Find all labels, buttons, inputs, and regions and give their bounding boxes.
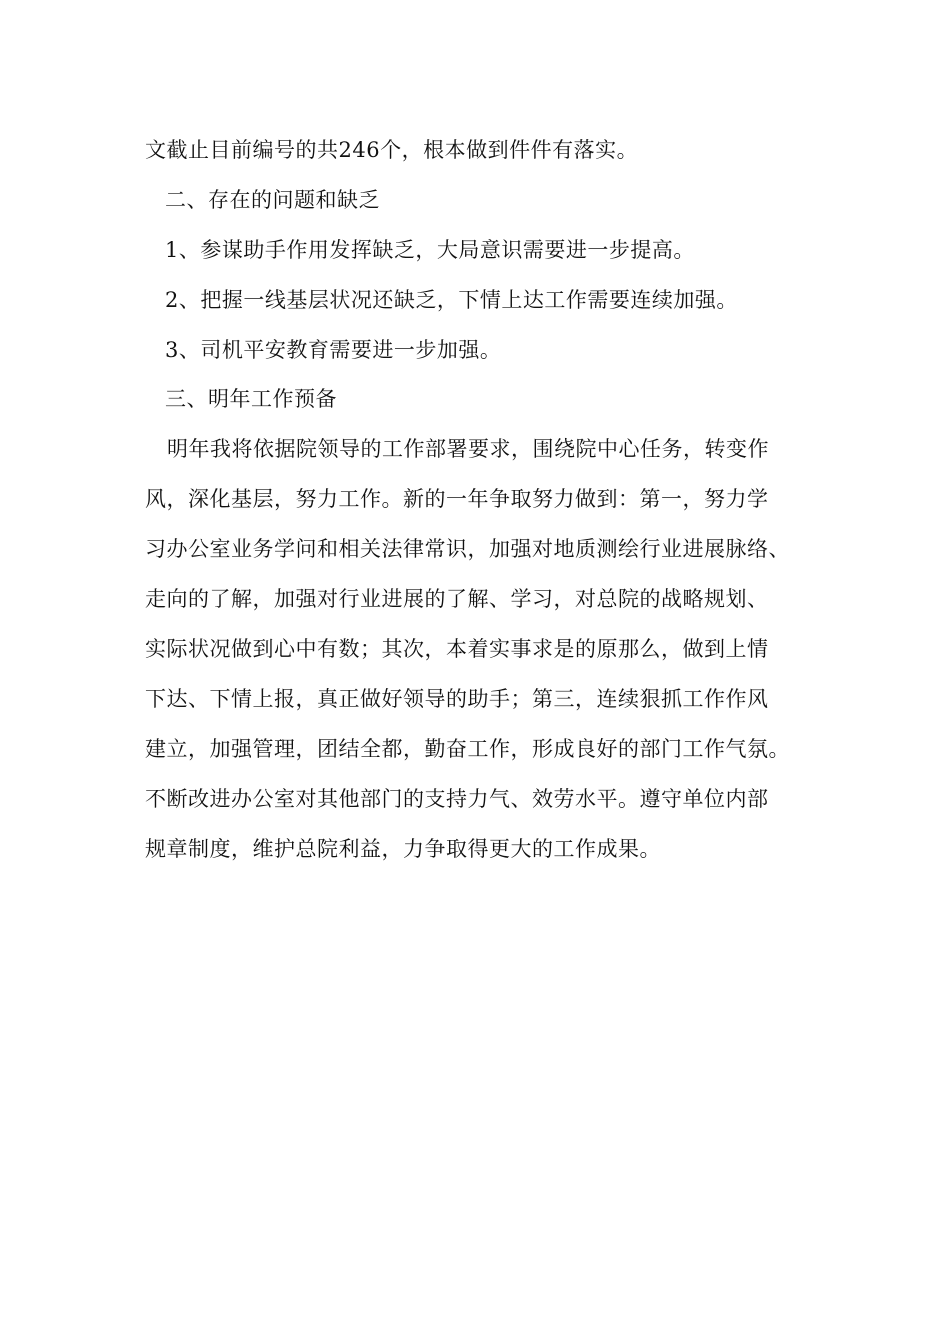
paragraph-line: 走向的了解，加强对行业进展的了解、学习，对总院的战略规划、 — [145, 587, 769, 611]
paragraph-line: 明年我将依据院领导的工作部署要求，围绕院中心任务，转变作 — [167, 437, 769, 461]
section-heading: 三、明年工作预备 — [165, 387, 337, 411]
paragraph-line: 文截止目前编号的共246个，根本做到件件有落实。 — [145, 138, 639, 162]
list-item: 1、参谋助手作用发挥缺乏，大局意识需要进一步提高。 — [165, 238, 695, 262]
paragraph-line: 规章制度，维护总院利益，力争取得更大的工作成果。 — [145, 837, 661, 861]
paragraph-line: 不断改进办公室对其他部门的支持力气、效劳水平。遵守单位内部 — [145, 787, 769, 811]
paragraph-line: 习办公室业务学问和相关法律常识，加强对地质测绘行业进展脉络、 — [145, 537, 790, 561]
paragraph-line: 实际状况做到心中有数；其次，本着实事求是的原那么，做到上情 — [145, 637, 769, 661]
paragraph-line: 下达、下情上报，真正做好领导的助手；第三，连续狠抓工作作风 — [145, 687, 769, 711]
list-item: 3、司机平安教育需要进一步加强。 — [165, 338, 502, 362]
paragraph-line: 建立，加强管理，团结全都，勤奋工作，形成良好的部门工作气氛。 — [145, 737, 790, 761]
paragraph-line: 风，深化基层，努力工作。新的一年争取努力做到：第一，努力学 — [145, 487, 769, 511]
section-heading: 二、存在的问题和缺乏 — [165, 188, 380, 212]
list-item: 2、把握一线基层状况还缺乏，下情上达工作需要连续加强。 — [165, 288, 738, 312]
